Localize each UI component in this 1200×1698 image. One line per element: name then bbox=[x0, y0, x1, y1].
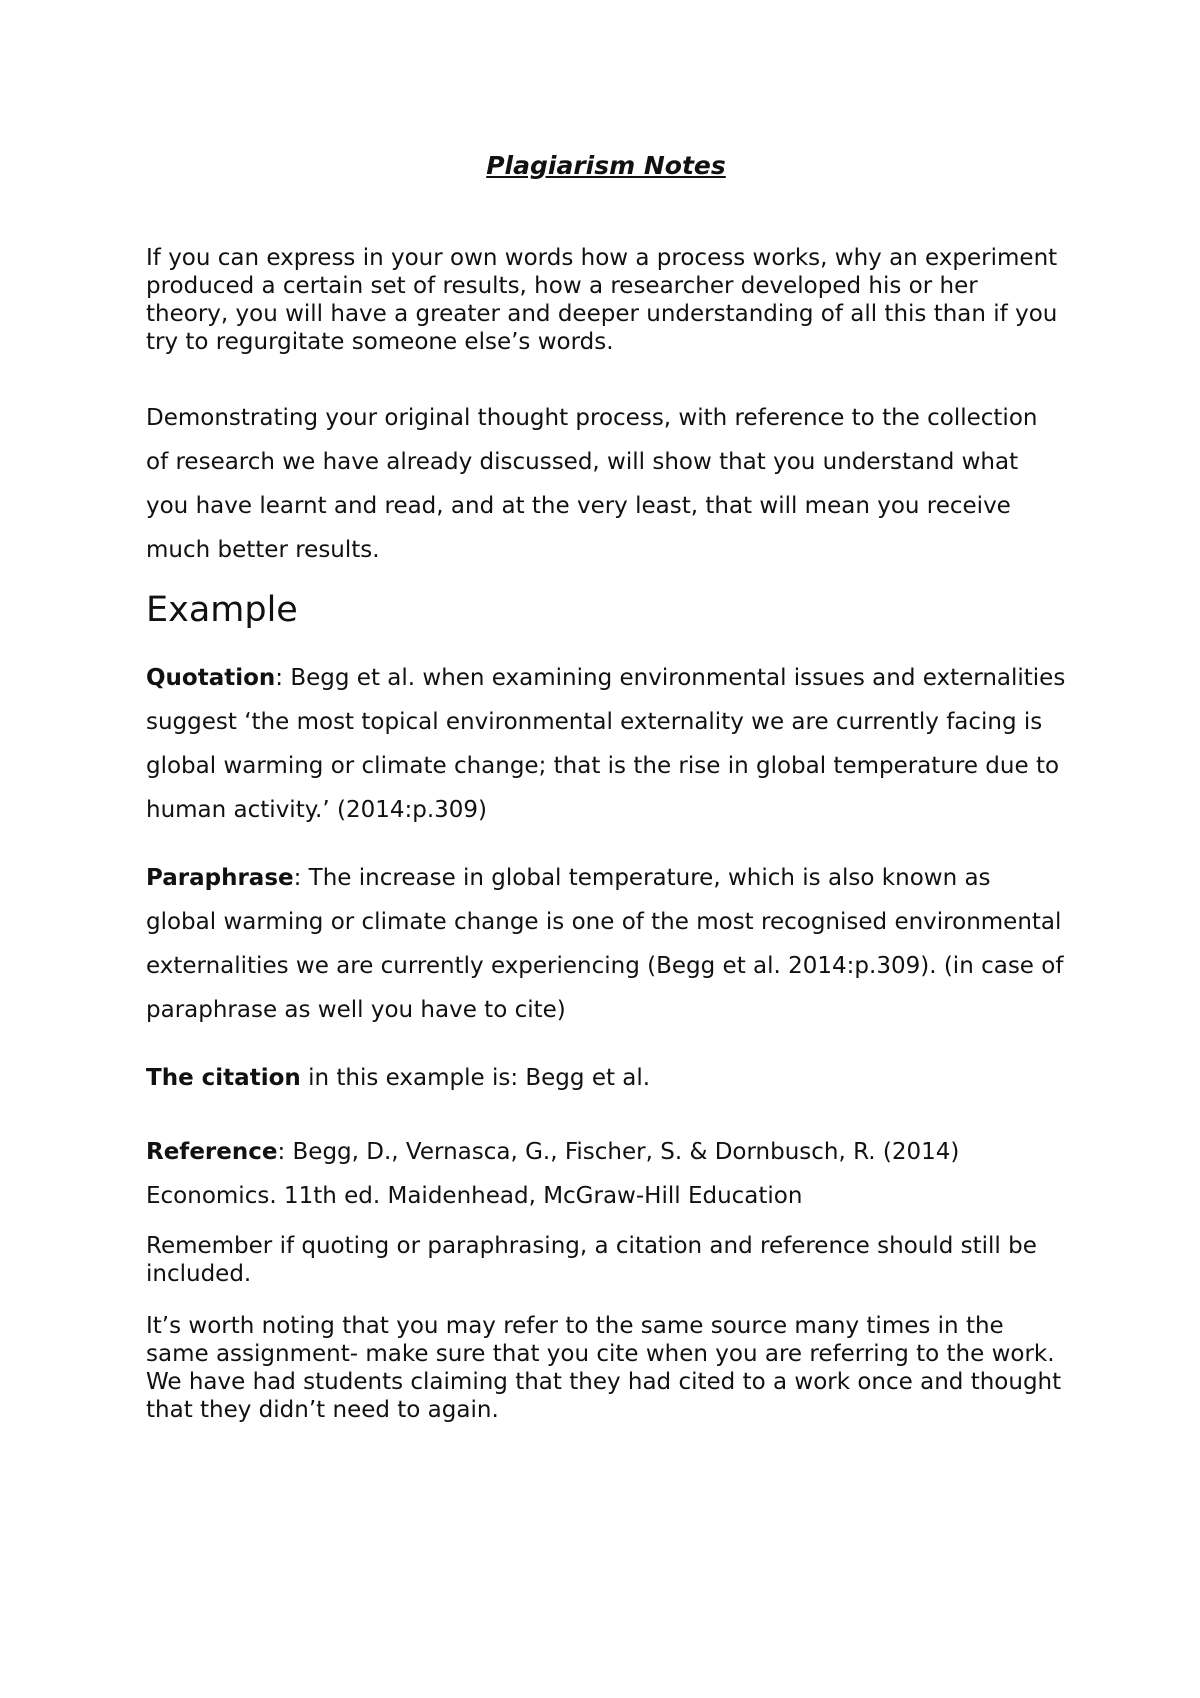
reference-label: Reference bbox=[146, 1139, 278, 1165]
reference-paragraph bbox=[146, 1130, 1066, 1218]
paraphrase-text: : The increase in global temperature, which is also known as global warming or climate change is one of the most recognised environmental externalities we are currently experiencing (Begg et al. 2014:p.309). (in case of paraphrase as well you have to cite) bbox=[146, 865, 1064, 1023]
reference-text: : Begg, D., Vernasca, G., Fischer, S. & Dornbusch, R. (2014) Economics. 11th ed. Maidenhead, McGraw-Hill Education bbox=[146, 1139, 960, 1209]
document-page bbox=[146, 146, 1066, 1424]
intro-paragraph: If you can express in your own words how a process works, why an experiment produced a certain set of results, how a researcher developed his or her theory, you will have a greater and deeper understanding of all this than if you try to regurgitate someone else’s words. bbox=[146, 245, 1058, 355]
quotation-paragraph bbox=[146, 656, 1066, 832]
paraphrase-paragraph bbox=[146, 856, 1066, 1032]
document-title: Plagiarism Notes bbox=[486, 151, 726, 180]
example-heading: Example bbox=[146, 590, 298, 630]
citation-text: in this example is: Begg et al. bbox=[300, 1065, 651, 1091]
quotation-text: : Begg et al. when examining environmental issues and externalities suggest ‘the most topical environmental externality we are currently facing is global warming or climate change; that is the rise in global temperature due to human activity.’ (2014:p.309) bbox=[146, 665, 1066, 823]
remember-paragraph: Remember if quoting or paraphrasing, a citation and reference should still be included. bbox=[146, 1233, 1037, 1287]
citation-paragraph bbox=[146, 1056, 1066, 1100]
demonstrating-paragraph: Demonstrating your original thought process, with reference to the collection of research we have already discussed, will show that you understand what you have learnt and read, and at the very least, that will mean you receive much better results. bbox=[146, 405, 1038, 563]
quotation-label: Quotation bbox=[146, 665, 276, 691]
paraphrase-label: Paraphrase bbox=[146, 865, 294, 891]
citation-label: The citation bbox=[146, 1065, 301, 1091]
worth-noting-paragraph: It’s worth noting that you may refer to the same source many times in the same assignment- make sure that you cite when you are referring to the work. We have had students claiming that they had cited to a work once and thought that they didn’t need to again. bbox=[146, 1313, 1062, 1423]
